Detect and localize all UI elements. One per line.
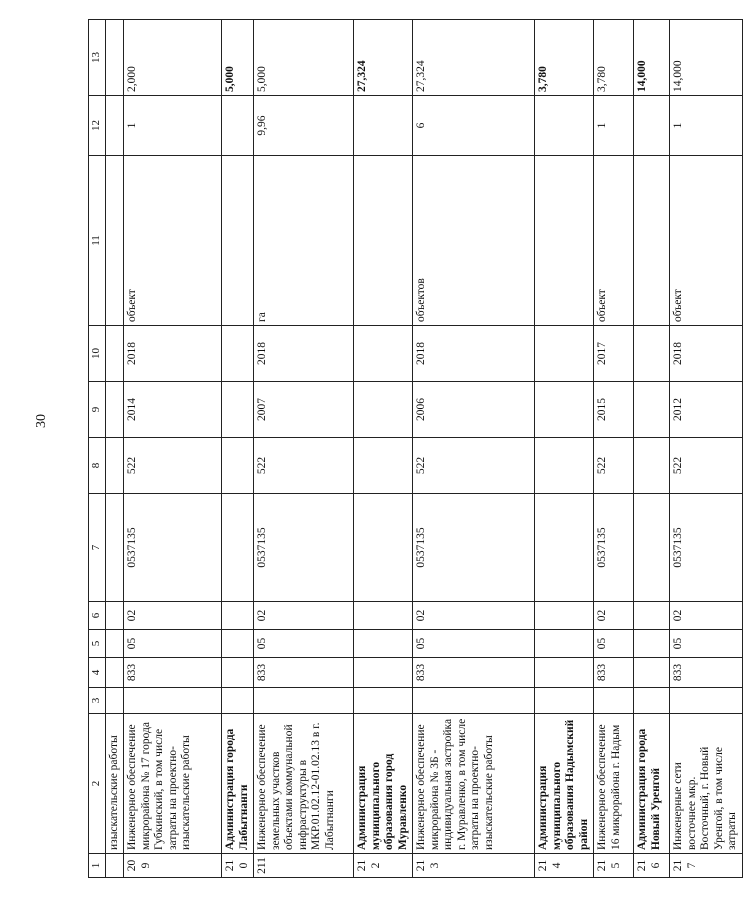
table-cell-col-1: 210 <box>222 854 254 878</box>
table-cell-col-10: 2018 <box>413 326 535 382</box>
table-cell-col-6: 02 <box>670 602 743 630</box>
table-cell-col-2: Инженерные сети восточнее мкр. Восточный, г. Новый Уренгой, в том числе затраты <box>670 714 743 854</box>
table-cell-col-7: 0537135 <box>254 494 354 602</box>
header-cell: 3 <box>89 688 106 714</box>
table-cell-col-10 <box>105 326 124 382</box>
header-cell: 8 <box>89 438 106 494</box>
table-cell-col-1 <box>105 854 124 878</box>
table-cell-col-8: 522 <box>594 438 634 494</box>
table-cell-col-4 <box>634 658 670 688</box>
table-cell-col-3 <box>594 688 634 714</box>
table-cell-col-1: 217 <box>670 854 743 878</box>
table-cell-col-5 <box>354 630 413 658</box>
table-cell-col-4 <box>354 658 413 688</box>
table-row <box>535 20 594 878</box>
header-cell: 6 <box>89 602 106 630</box>
table-cell-col-6 <box>222 602 254 630</box>
header-cell: 5 <box>89 630 106 658</box>
table-cell-col-3 <box>254 688 354 714</box>
table-cell-col-11: га <box>254 156 354 326</box>
table-cell-col-1: 209 <box>124 854 222 878</box>
table-row <box>413 20 535 878</box>
header-cell: 13 <box>89 20 106 96</box>
table-cell-col-4: 833 <box>594 658 634 688</box>
table-cell-col-3 <box>124 688 222 714</box>
header-row <box>89 20 106 878</box>
header-cell: 1 <box>89 854 106 878</box>
table-cell-col-2: Администрация муниципального образования Надымский район <box>535 714 594 854</box>
table-cell-col-13: 5,000 <box>254 20 354 96</box>
table-row <box>670 20 743 878</box>
table-cell-col-10 <box>222 326 254 382</box>
table-cell-col-10 <box>634 326 670 382</box>
table-cell-col-13: 27,324 <box>413 20 535 96</box>
table-cell-col-9 <box>105 382 124 438</box>
table-cell-col-13: 5,000 <box>222 20 254 96</box>
table-cell-col-7: 0537135 <box>413 494 535 602</box>
table-cell-col-7 <box>354 494 413 602</box>
table-cell-col-2: Администрация муниципального образования город Муравленко <box>354 714 413 854</box>
table-cell-col-13 <box>105 20 124 96</box>
table-row <box>634 20 670 878</box>
table-cell-col-1: 211 <box>254 854 354 878</box>
table-cell-col-8: 522 <box>670 438 743 494</box>
table-cell-col-11 <box>634 156 670 326</box>
table-cell-col-9: 2007 <box>254 382 354 438</box>
table-cell-col-9 <box>634 382 670 438</box>
table-cell-col-3 <box>670 688 743 714</box>
table-cell-col-12: 1 <box>670 96 743 156</box>
table-cell-col-4: 833 <box>124 658 222 688</box>
table-cell-col-11: объектов <box>413 156 535 326</box>
table-cell-col-10 <box>535 326 594 382</box>
table-cell-col-11 <box>105 156 124 326</box>
header-cell: 11 <box>89 156 106 326</box>
table-cell-col-6: 02 <box>594 602 634 630</box>
table-cell-col-8 <box>535 438 594 494</box>
table-cell-col-4: 833 <box>254 658 354 688</box>
table-cell-col-12: 6 <box>413 96 535 156</box>
table-cell-col-6: 02 <box>413 602 535 630</box>
table-cell-col-3 <box>354 688 413 714</box>
table-cell-col-13: 3,780 <box>535 20 594 96</box>
header-cell: 10 <box>89 326 106 382</box>
table-cell-col-2: Администрация города Новый Уренгой <box>634 714 670 854</box>
table-cell-col-7 <box>535 494 594 602</box>
table-cell-col-13: 27,324 <box>354 20 413 96</box>
table-cell-col-3 <box>634 688 670 714</box>
table-cell-col-8: 522 <box>124 438 222 494</box>
table-cell-col-4 <box>105 658 124 688</box>
table-cell-col-11: объект <box>670 156 743 326</box>
table-cell-col-12 <box>354 96 413 156</box>
table-row <box>254 20 354 878</box>
table-cell-col-5 <box>222 630 254 658</box>
table-cell-col-10 <box>354 326 413 382</box>
header-cell: 12 <box>89 96 106 156</box>
table-cell-col-3 <box>222 688 254 714</box>
table-cell-col-1: 216 <box>634 854 670 878</box>
table-cell-col-8: 522 <box>254 438 354 494</box>
budget-table <box>88 19 743 878</box>
table-cell-col-5: 05 <box>670 630 743 658</box>
table-body <box>105 20 742 878</box>
table-cell-col-10: 2018 <box>670 326 743 382</box>
table-cell-col-3 <box>105 688 124 714</box>
table-cell-col-6: 02 <box>124 602 222 630</box>
table-row <box>354 20 413 878</box>
table-cell-col-2: Администрация города Лабытнанги <box>222 714 254 854</box>
table-cell-col-6 <box>105 602 124 630</box>
table-cell-col-7 <box>105 494 124 602</box>
header-cell: 4 <box>89 658 106 688</box>
table-cell-col-10: 2017 <box>594 326 634 382</box>
table-cell-col-8 <box>222 438 254 494</box>
table-cell-col-4: 833 <box>413 658 535 688</box>
table-cell-col-12: 1 <box>124 96 222 156</box>
table-row <box>124 20 222 878</box>
table-cell-col-5 <box>105 630 124 658</box>
table-cell-col-12: 9,96 <box>254 96 354 156</box>
header-cell: 7 <box>89 494 106 602</box>
page-number: 30 <box>34 414 49 428</box>
table-row <box>222 20 254 878</box>
table-cell-col-2: изыскательские работы <box>105 714 124 854</box>
table-cell-col-1: 215 <box>594 854 634 878</box>
table-cell-col-9: 2006 <box>413 382 535 438</box>
table-cell-col-13: 2,000 <box>124 20 222 96</box>
table-cell-col-4 <box>222 658 254 688</box>
table-cell-col-5: 05 <box>413 630 535 658</box>
table-cell-col-8: 522 <box>413 438 535 494</box>
table-cell-col-9 <box>222 382 254 438</box>
table-cell-col-13: 3,780 <box>594 20 634 96</box>
table-cell-col-2: Инженерное обеспечение микрорайона № 3Б - индивидуальная застройка г. Муравленко, в том числе затраты на проектно-изыскательские работы <box>413 714 535 854</box>
table-cell-col-1: 212 <box>354 854 413 878</box>
table-cell-col-8 <box>354 438 413 494</box>
table-cell-col-12 <box>535 96 594 156</box>
table-cell-col-11 <box>354 156 413 326</box>
table-cell-col-7: 0537135 <box>594 494 634 602</box>
table-cell-col-7: 0537135 <box>670 494 743 602</box>
table-cell-col-10: 2018 <box>124 326 222 382</box>
table-cell-col-7 <box>634 494 670 602</box>
table-row <box>594 20 634 878</box>
table-cell-col-4: 833 <box>670 658 743 688</box>
table-cell-col-6 <box>535 602 594 630</box>
table-cell-col-6 <box>634 602 670 630</box>
table-cell-col-5: 05 <box>594 630 634 658</box>
table-cell-col-11 <box>222 156 254 326</box>
table-cell-col-3 <box>413 688 535 714</box>
table-cell-col-12: 1 <box>594 96 634 156</box>
table-cell-col-2: Инженерное обеспечение 16 микрорайона г. Надым <box>594 714 634 854</box>
table-cell-col-1: 214 <box>535 854 594 878</box>
table-cell-col-11 <box>535 156 594 326</box>
table-cell-col-9 <box>535 382 594 438</box>
table-cell-col-5 <box>535 630 594 658</box>
table-cell-col-12 <box>105 96 124 156</box>
table-cell-col-5: 05 <box>124 630 222 658</box>
table-cell-col-9: 2012 <box>670 382 743 438</box>
table-cell-col-11: объект <box>124 156 222 326</box>
table-cell-col-8 <box>105 438 124 494</box>
table-cell-col-12 <box>222 96 254 156</box>
table-cell-col-9 <box>354 382 413 438</box>
header-cell: 9 <box>89 382 106 438</box>
table-cell-col-9: 2015 <box>594 382 634 438</box>
table-row <box>105 20 124 878</box>
table-cell-col-1: 213 <box>413 854 535 878</box>
table-cell-col-5: 05 <box>254 630 354 658</box>
table-cell-col-6 <box>354 602 413 630</box>
table-cell-col-3 <box>535 688 594 714</box>
table-cell-col-6: 02 <box>254 602 354 630</box>
table-cell-col-4 <box>535 658 594 688</box>
table-cell-col-2: Инженерное обеспечение микрорайона № 17 города Губкинский, в том числе затраты на проектно-изыскательские работы <box>124 714 222 854</box>
table-cell-col-8 <box>634 438 670 494</box>
table-cell-col-7 <box>222 494 254 602</box>
table-cell-col-12 <box>634 96 670 156</box>
table-cell-col-11: объект <box>594 156 634 326</box>
table-cell-col-7: 0537135 <box>124 494 222 602</box>
table-cell-col-9: 2014 <box>124 382 222 438</box>
table-cell-col-13: 14,000 <box>634 20 670 96</box>
rotated-page <box>88 20 738 878</box>
header-cell: 2 <box>89 714 106 854</box>
table-cell-col-10: 2018 <box>254 326 354 382</box>
table-cell-col-5 <box>634 630 670 658</box>
table-cell-col-13: 14,000 <box>670 20 743 96</box>
table-cell-col-2: Инженерное обеспечение земельных участков объектами коммунальной инфраструктуры в МКР.01.02.12-01.02.13 в г. Лабытнанги <box>254 714 354 854</box>
